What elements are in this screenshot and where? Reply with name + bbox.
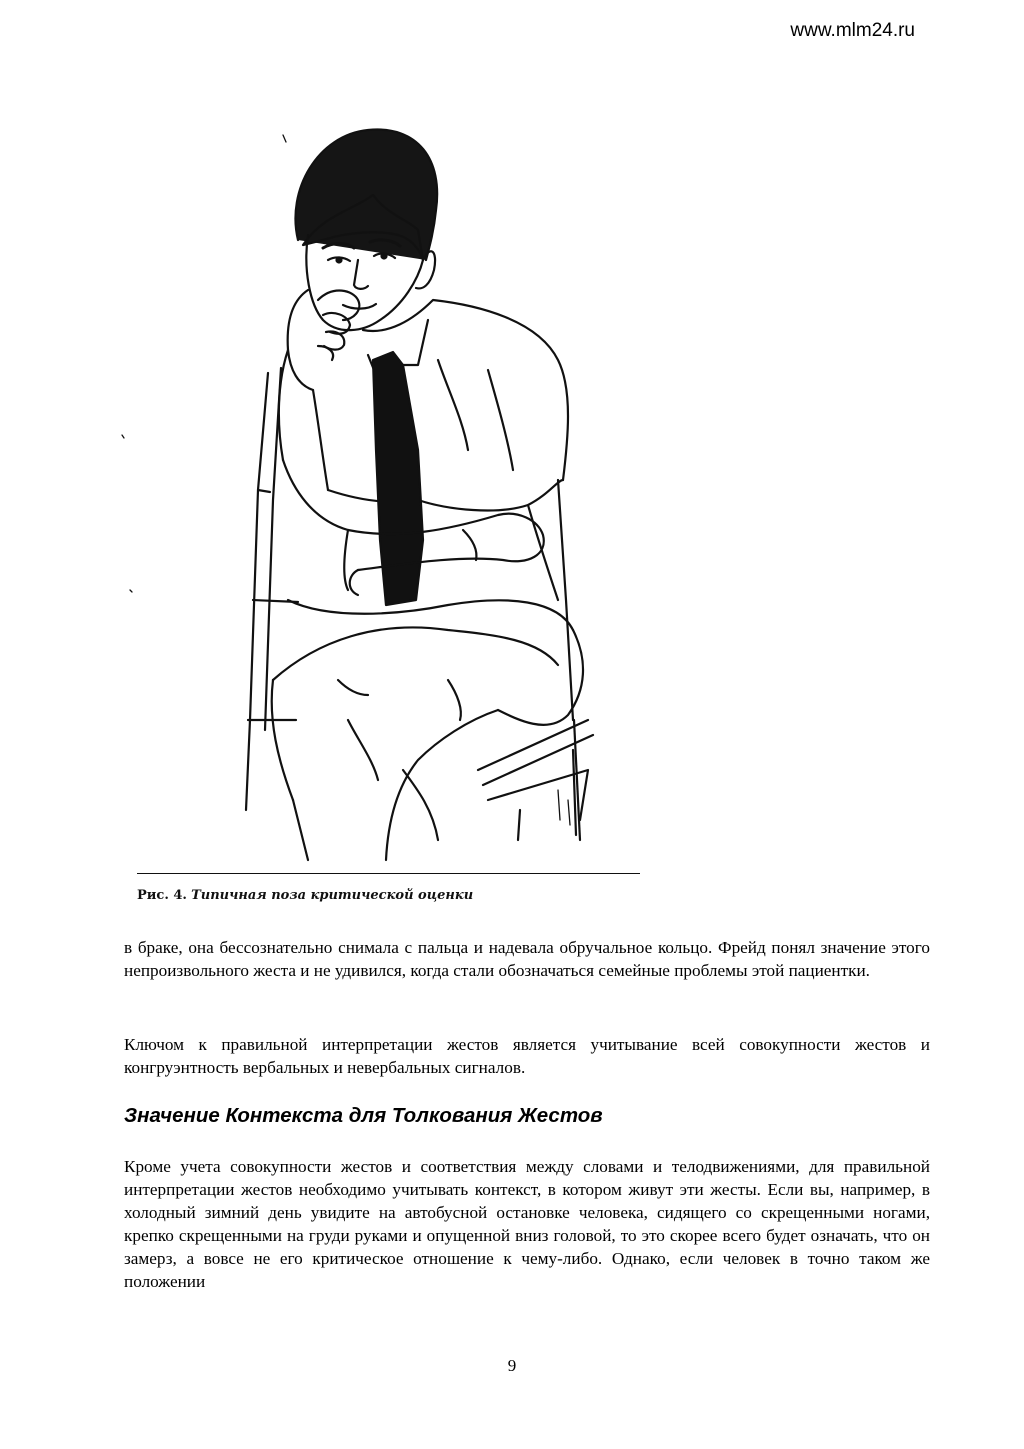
raised-hand xyxy=(279,290,359,490)
hair xyxy=(295,130,437,260)
paragraph-key-interpretation: Ключом к правильной интерпретации жестов является учитывание всей совокупности жестов и конгруэнтность вербальных и невербальных сигналов. xyxy=(124,1035,930,1077)
section-heading: Значение Контекста для Толкования Жестов xyxy=(124,1104,603,1127)
caption-divider xyxy=(137,873,640,874)
site-url: www.mlm24.ru xyxy=(790,20,915,41)
caption-text: Типичная поза критической оценки xyxy=(191,888,474,903)
seated-man-illustration xyxy=(118,120,658,870)
paragraph-context: Кроме учета совокупности жестов и соответствия между словами и телодвижениями, для правильной интерпретации жестов необходимо учитывать контекст, в котором живут эти жесты. Если вы, например, в холодный зимний день увидите на автобусной остановке человека, сидящего со скрещенными ногами, крепко скрещенными на груди руками и опущенной вниз головой, то это скорее всего будет означать, что он замерз, а вовсе не его критическое отношение к чему-либо. Однако, если человек в точно таком же положении xyxy=(124,1157,930,1291)
paragraph-freud-ring: в браке, она бессознательно снимала с пальца и надевала обручальное кольцо. Фрейд понял значение этого непроизвольного жеста и не удивился, когда стали обозначаться семейные проблемы этой пациентки. xyxy=(124,938,930,980)
crossed-arm xyxy=(348,514,544,595)
legs-and-trousers xyxy=(272,600,583,860)
page-number: 9 xyxy=(507,1356,517,1375)
shirt-and-torso xyxy=(283,300,568,600)
caption-label: Рис. 4. xyxy=(137,888,187,903)
figure-caption xyxy=(137,888,473,903)
